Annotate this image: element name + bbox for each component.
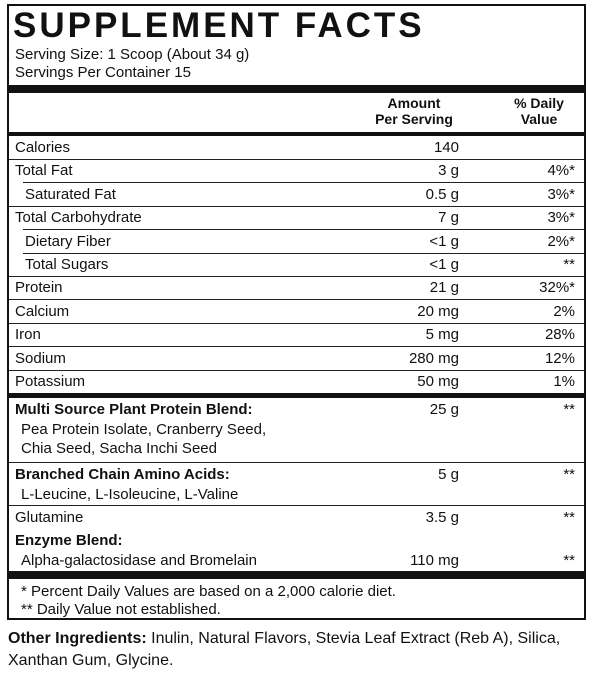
nutrient-row: [9, 206, 584, 230]
nutrient-daily-value: 1%: [553, 373, 575, 390]
blend-title: Branched Chain Amino Acids:: [15, 466, 230, 483]
footnote-percent: * Percent Daily Values are based on a 2,000 calorie diet.: [21, 583, 396, 600]
nutrient-daily-value: 32%*: [539, 279, 575, 297]
nutrient-amount: <1 g: [429, 256, 459, 273]
nutrient-daily-value: 3%*: [547, 209, 575, 227]
nutrient-row: [9, 300, 584, 324]
nutrient-amount: 50 mg: [417, 373, 459, 390]
nutrient-amount: 140: [433, 139, 459, 156]
nutrient-daily-value: 4%*: [547, 162, 575, 180]
nutrient-daily-value: 2%: [553, 302, 575, 320]
nutrient-row: [9, 370, 584, 394]
nutrient-row: [9, 347, 584, 371]
nutrient-name: Total Sugars: [25, 256, 109, 273]
blend-amount: 25 g: [429, 401, 459, 418]
blend-daily-value: **: [563, 401, 575, 418]
panel-title: SUPPLEMENT FACTS: [13, 6, 425, 45]
nutrient-amount: 5 mg: [425, 326, 459, 344]
nutrient-name: Dietary Fiber: [25, 232, 111, 250]
nutrient-daily-value: 2%*: [547, 232, 575, 250]
nutrient-row: [9, 276, 584, 300]
other-ingredients-text: Inulin, Natural Flavors, Stevia Leaf Extract (Reb A), Silica, Xanthan Gum, Glycine.: [8, 630, 561, 669]
nutrient-row: [9, 323, 584, 347]
supplement-facts-panel: [7, 4, 586, 620]
nutrient-row: [9, 159, 584, 183]
nutrient-amount: 21 g: [429, 279, 459, 297]
nutrient-amount: <1 g: [429, 232, 459, 250]
nutrient-row: [9, 253, 584, 277]
other-ingredients: [8, 628, 592, 672]
blend-title: Glutamine: [15, 509, 84, 526]
blend-title: Enzyme Blend:: [15, 532, 123, 549]
blend-daily-value: **: [563, 466, 575, 483]
blend-divider-line: [9, 505, 584, 506]
nutrient-name: Total Carbohydrate: [15, 209, 142, 227]
nutrient-name: Total Fat: [15, 162, 73, 180]
nutrient-amount: 3 g: [438, 162, 459, 180]
servings-per-container: Servings Per Container 15: [15, 64, 191, 81]
nutrient-name: Protein: [15, 279, 63, 297]
amount-header: Amount Per Serving: [375, 95, 453, 127]
blend-ingredients: Alpha-galactosidase and Bromelain: [21, 552, 257, 569]
blend-daily-value: **: [563, 552, 575, 569]
nutrient-name: Sodium: [15, 349, 66, 367]
nutrient-name: Saturated Fat: [25, 185, 116, 203]
nutrient-daily-value: **: [563, 256, 575, 273]
nutrient-amount: 0.5 g: [425, 185, 459, 203]
blend-divider-line: [9, 462, 584, 463]
nutrient-name: Calcium: [15, 302, 70, 320]
blend-title: Multi Source Plant Protein Blend:: [15, 401, 253, 418]
nutrient-name: Iron: [15, 326, 41, 344]
blend-ingredients: L-Leucine, L-Isoleucine, L-Valine: [21, 486, 239, 503]
nutrient-amount: 20 mg: [417, 302, 459, 320]
nutrient-daily-value: 28%: [544, 326, 575, 344]
footnote-not-established: ** Daily Value not established.: [21, 601, 221, 618]
nutrient-daily-value: 12%: [544, 349, 575, 367]
nutrient-row: [9, 183, 584, 207]
blend-amount: 5 g: [438, 466, 459, 483]
blend-ingredients: Pea Protein Isolate, Cranberry Seed,: [21, 421, 267, 438]
blend-daily-value: **: [563, 509, 575, 526]
footnote-divider: [9, 571, 584, 579]
serving-size: Serving Size: 1 Scoop (About 34 g): [15, 46, 250, 63]
blend-amount: 3.5 g: [425, 509, 459, 526]
daily-value-header: % Daily Value: [514, 95, 564, 127]
nutrient-daily-value: 3%*: [547, 185, 575, 203]
nutrient-amount: 280 mg: [408, 349, 459, 367]
nutrient-row: [9, 136, 584, 160]
nutrient-row: [9, 230, 584, 254]
blend-amount: 110 mg: [410, 552, 459, 569]
other-ingredients-label: Other Ingredients:: [8, 630, 147, 647]
nutrient-name: Calories: [15, 139, 71, 156]
blend-ingredients: Chia Seed, Sacha Inchi Seed: [21, 440, 217, 457]
nutrient-amount: 7 g: [438, 209, 459, 227]
nutrient-name: Potassium: [15, 373, 86, 390]
blend-divider: [9, 393, 584, 398]
thick-divider: [9, 85, 584, 93]
